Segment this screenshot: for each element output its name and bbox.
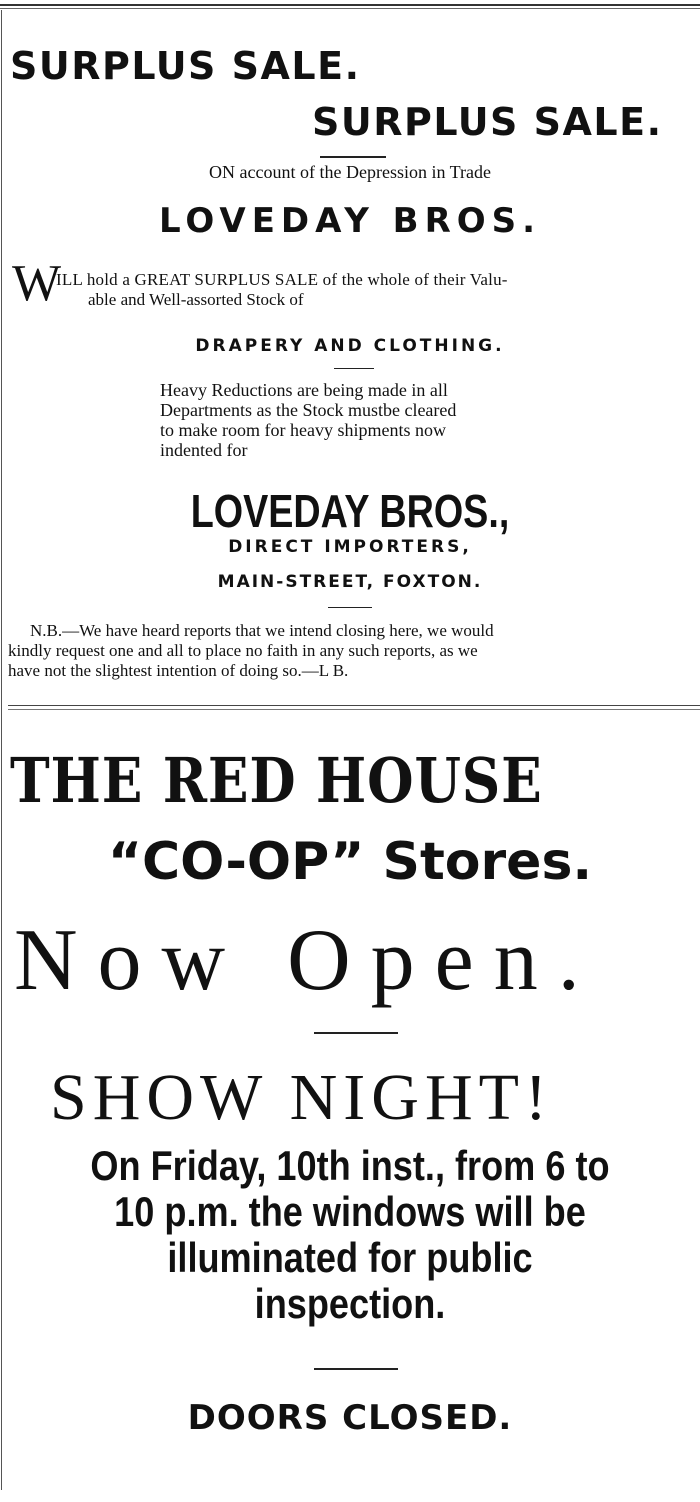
show-night-heading: SHOW NIGHT! — [50, 1061, 553, 1134]
reductions-line-4: indented for — [160, 440, 248, 460]
advertisement-separator-thin — [8, 709, 700, 710]
sale-announcement-line-1: ILL hold a GREAT SURPLUS SALE of the whole of their Valu- — [56, 270, 508, 289]
show-night-details — [49, 1143, 651, 1327]
top-border-rule-thin — [0, 8, 700, 9]
reductions-line-3: to make room for heavy shipments now — [160, 420, 446, 440]
doors-closed-line: DOORS CLOSED. — [187, 1398, 513, 1438]
importers-line: DIRECT IMPORTERS, — [228, 537, 472, 557]
details-line-4: inspection. — [254, 1280, 446, 1327]
details-line-2: 10 p.m. the windows will be — [114, 1188, 586, 1235]
surplus-sale-heading-1: SURPLUS SALE. — [10, 44, 361, 88]
sale-announcement-line-2: able and Well-assorted Stock of — [88, 290, 304, 309]
firm-name-large: LOVEDAY BROS., — [190, 485, 510, 537]
goods-heading: DRAPERY AND CLOTHING. — [195, 336, 505, 356]
notice-line-2: kindly request one and all to place no faith in any such reports, as we — [8, 641, 478, 660]
divider-rule — [320, 156, 386, 158]
now-open-heading: Now Open. — [14, 912, 600, 1009]
top-border-rule — [0, 4, 700, 6]
details-line-1: On Friday, 10th inst., from 6 to — [90, 1142, 610, 1189]
account-line: ON account of the Depression in Trade — [209, 162, 491, 182]
firm-name-heading: LOVEDAY BROS. — [158, 201, 542, 241]
coop-stores-subtitle: “CO-OP” Stores. — [107, 832, 593, 892]
divider-rule — [314, 1032, 398, 1034]
reductions-line-2: Departments as the Stock mustbe cleared — [160, 400, 457, 420]
notice-line-1: N.B.—We have heard reports that we intend closing here, we would — [30, 621, 494, 640]
divider-rule — [314, 1368, 398, 1370]
divider-rule — [328, 607, 372, 608]
details-line-3: illuminated for public — [167, 1234, 533, 1281]
advertisement-separator — [8, 705, 700, 706]
notice-line-3: have not the slightest intention of doing so.—L B. — [8, 661, 349, 680]
divider-rule — [334, 368, 374, 369]
drop-cap: W — [12, 255, 62, 312]
address-line: MAIN-STREET, FOXTON. — [217, 572, 483, 592]
reductions-paragraph — [160, 380, 580, 460]
red-house-title: THE RED HOUSE — [10, 744, 543, 817]
reductions-line-1: Heavy Reductions are being made in all — [160, 380, 448, 400]
surplus-sale-heading-2: SURPLUS SALE. — [312, 100, 663, 144]
